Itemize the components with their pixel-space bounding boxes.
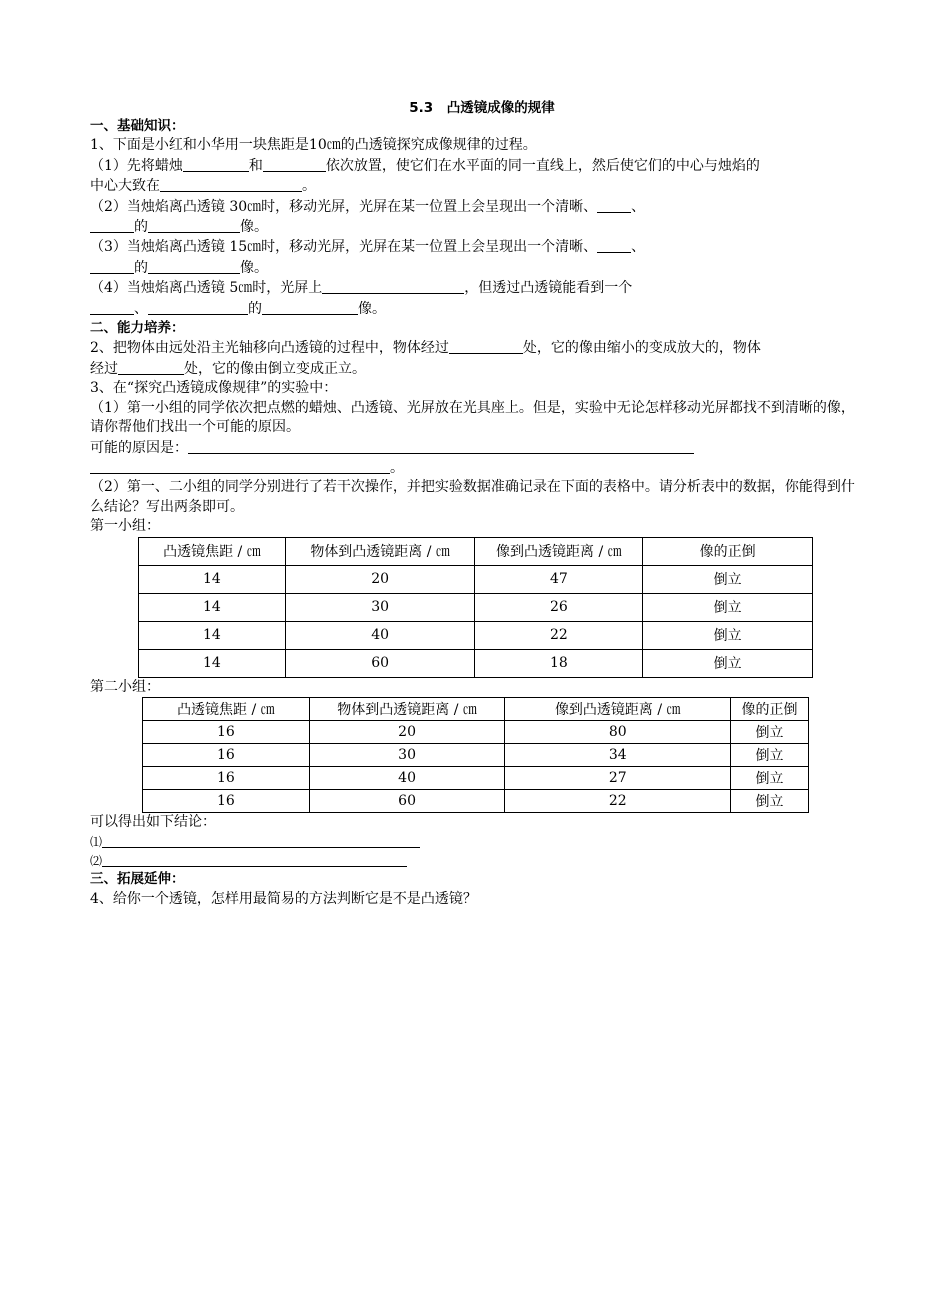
table-cell: 倒立 bbox=[643, 621, 813, 649]
table-header-row bbox=[143, 697, 809, 720]
q1-intro: 1、下面是小红和小华用一块焦距是10㎝的凸透镜探究成像规律的过程。 bbox=[90, 137, 537, 154]
table-cell: 倒立 bbox=[643, 593, 813, 621]
header-focal-length: 凸透镜焦距 / ㎝ bbox=[143, 697, 310, 720]
table-row bbox=[143, 743, 809, 766]
table-cell: 80 bbox=[505, 720, 731, 743]
header-object-distance: 物体到凸透镜距离 / ㎝ bbox=[285, 537, 475, 565]
worksheet bbox=[90, 96, 860, 909]
answer-blank[interactable] bbox=[148, 258, 240, 274]
q1-part2-cont: 的 像。 bbox=[90, 217, 860, 237]
answer-blank[interactable] bbox=[118, 359, 184, 375]
answer-blank[interactable] bbox=[597, 237, 631, 253]
answer-blank[interactable] bbox=[183, 156, 249, 172]
table-cell: 20 bbox=[309, 720, 505, 743]
answer-blank[interactable] bbox=[102, 832, 420, 848]
table-cell: 34 bbox=[505, 743, 731, 766]
header-object-distance: 物体到凸透镜距离 / ㎝ bbox=[309, 697, 505, 720]
table-cell: 60 bbox=[285, 649, 475, 677]
answer-blank[interactable] bbox=[449, 338, 523, 354]
table-cell: 26 bbox=[475, 593, 643, 621]
table-cell: 22 bbox=[475, 621, 643, 649]
section2-heading: 二、能力培养： bbox=[90, 320, 185, 337]
q1-part4-cont: 、 的 像。 bbox=[90, 299, 860, 319]
table-cell: 倒立 bbox=[731, 766, 809, 789]
header-image-distance: 像到凸透镜距离 / ㎝ bbox=[475, 537, 643, 565]
table-cell: 14 bbox=[139, 593, 286, 621]
table-cell: 60 bbox=[309, 789, 505, 812]
table-row bbox=[139, 593, 813, 621]
page-title: 5.3 凸透镜成像的规律 bbox=[409, 100, 555, 116]
table-cell: 16 bbox=[143, 766, 310, 789]
table-cell: 40 bbox=[309, 766, 505, 789]
q2-line2: 经过 处，它的像由倒立变成正立。 bbox=[90, 360, 366, 377]
table-cell: 14 bbox=[139, 565, 286, 593]
table-cell: 16 bbox=[143, 789, 310, 812]
q1-part4: （4）当烛焰离凸透镜 5㎝时，光屏上 ，但透过凸透镜能看到一个 bbox=[90, 280, 633, 297]
table-row bbox=[139, 621, 813, 649]
table-row bbox=[139, 565, 813, 593]
header-image-distance: 像到凸透镜距离 / ㎝ bbox=[505, 697, 731, 720]
table-row bbox=[143, 720, 809, 743]
group2-table bbox=[142, 697, 809, 813]
table-cell: 16 bbox=[143, 720, 310, 743]
table-cell: 20 bbox=[285, 565, 475, 593]
table-cell: 倒立 bbox=[643, 649, 813, 677]
section3-heading: 三、拓展延伸： bbox=[90, 871, 185, 888]
header-orientation: 像的正倒 bbox=[731, 697, 809, 720]
table-cell: 40 bbox=[285, 621, 475, 649]
table-cell: 47 bbox=[475, 565, 643, 593]
answer-blank[interactable] bbox=[90, 458, 390, 474]
table-header-row bbox=[139, 537, 813, 565]
table-row bbox=[143, 789, 809, 812]
answer-blank[interactable] bbox=[90, 217, 134, 233]
table-cell: 30 bbox=[285, 593, 475, 621]
answer-blank[interactable] bbox=[322, 278, 464, 294]
q1-part3-cont: 的 像。 bbox=[90, 258, 860, 278]
header-orientation: 像的正倒 bbox=[643, 537, 813, 565]
q3-reason: 可能的原因是： bbox=[90, 438, 860, 458]
answer-blank[interactable] bbox=[90, 258, 134, 274]
table-cell: 倒立 bbox=[731, 743, 809, 766]
group1-label: 第一小组： bbox=[90, 518, 160, 535]
q4: 4、给你一个透镜，怎样用最简易的方法判断它是不是凸透镜？ bbox=[90, 890, 477, 907]
table-row bbox=[143, 766, 809, 789]
table-cell: 22 bbox=[505, 789, 731, 812]
table-cell: 倒立 bbox=[731, 720, 809, 743]
table-cell: 14 bbox=[139, 649, 286, 677]
answer-blank[interactable] bbox=[188, 438, 694, 454]
table-cell: 16 bbox=[143, 743, 310, 766]
answer-blank[interactable] bbox=[160, 176, 302, 192]
q3-intro: 3、在“探究凸透镜成像规律”的实验中： bbox=[90, 380, 338, 397]
table-cell: 30 bbox=[309, 743, 505, 766]
table-cell: 18 bbox=[475, 649, 643, 677]
answer-blank[interactable] bbox=[90, 299, 134, 315]
table-cell: 14 bbox=[139, 621, 286, 649]
answer-blank[interactable] bbox=[597, 197, 631, 213]
q3-part1: （1）第一小组的同学依次把点燃的蜡烛、凸透镜、光屏放在光具座上。但是，实验中无论怎样移动光屏都找不到清晰的像，请你帮他们找出一个可能的原因。 bbox=[90, 399, 855, 436]
answer-blank[interactable] bbox=[148, 217, 240, 233]
q1-part1: （1）先将蜡烛 和 依次放置，使它们在水平面的同一直线上，然后使它们的中心与烛焰的 bbox=[90, 157, 760, 174]
q2-line1: 2、把物体由远处沿主光轴移向凸透镜的过程中，物体经过 处，它的像由缩小的变成放大的，物体 bbox=[90, 340, 761, 357]
conclusion-label: 可以得出如下结论： bbox=[90, 813, 216, 830]
conclusion-1: ⑴ bbox=[90, 832, 860, 851]
q3-reason-cont: 。 bbox=[90, 458, 860, 478]
q1-part3: （3）当烛焰离凸透镜 15㎝时，移动光屏，光屏在某一位置上会呈现出一个清晰、 、 bbox=[90, 239, 646, 256]
answer-blank[interactable] bbox=[263, 156, 326, 172]
q1-part2: （2）当烛焰离凸透镜 30㎝时，移动光屏，光屏在某一位置上会呈现出一个清晰、 、 bbox=[90, 198, 646, 215]
table-cell: 倒立 bbox=[643, 565, 813, 593]
answer-blank[interactable] bbox=[102, 851, 407, 867]
table-cell: 27 bbox=[505, 766, 731, 789]
header-focal-length: 凸透镜焦距 / ㎝ bbox=[139, 537, 286, 565]
conclusion-2: ⑵ bbox=[90, 851, 860, 870]
table-cell: 倒立 bbox=[731, 789, 809, 812]
section1-heading: 一、基础知识： bbox=[90, 118, 185, 134]
table-row bbox=[139, 649, 813, 677]
q3-part2: （2）第一、二小组的同学分别进行了若干次操作，并把实验数据准确记录在下面的表格中。请分析表中的数据，你能得到什么结论？写出两条即可。 bbox=[90, 479, 855, 515]
answer-blank[interactable] bbox=[262, 299, 358, 315]
answer-blank[interactable] bbox=[148, 299, 248, 315]
q1-part1-cont: 中心大致在 。 bbox=[90, 178, 316, 195]
group1-table bbox=[138, 537, 813, 678]
group2-label: 第二小组： bbox=[90, 678, 160, 695]
